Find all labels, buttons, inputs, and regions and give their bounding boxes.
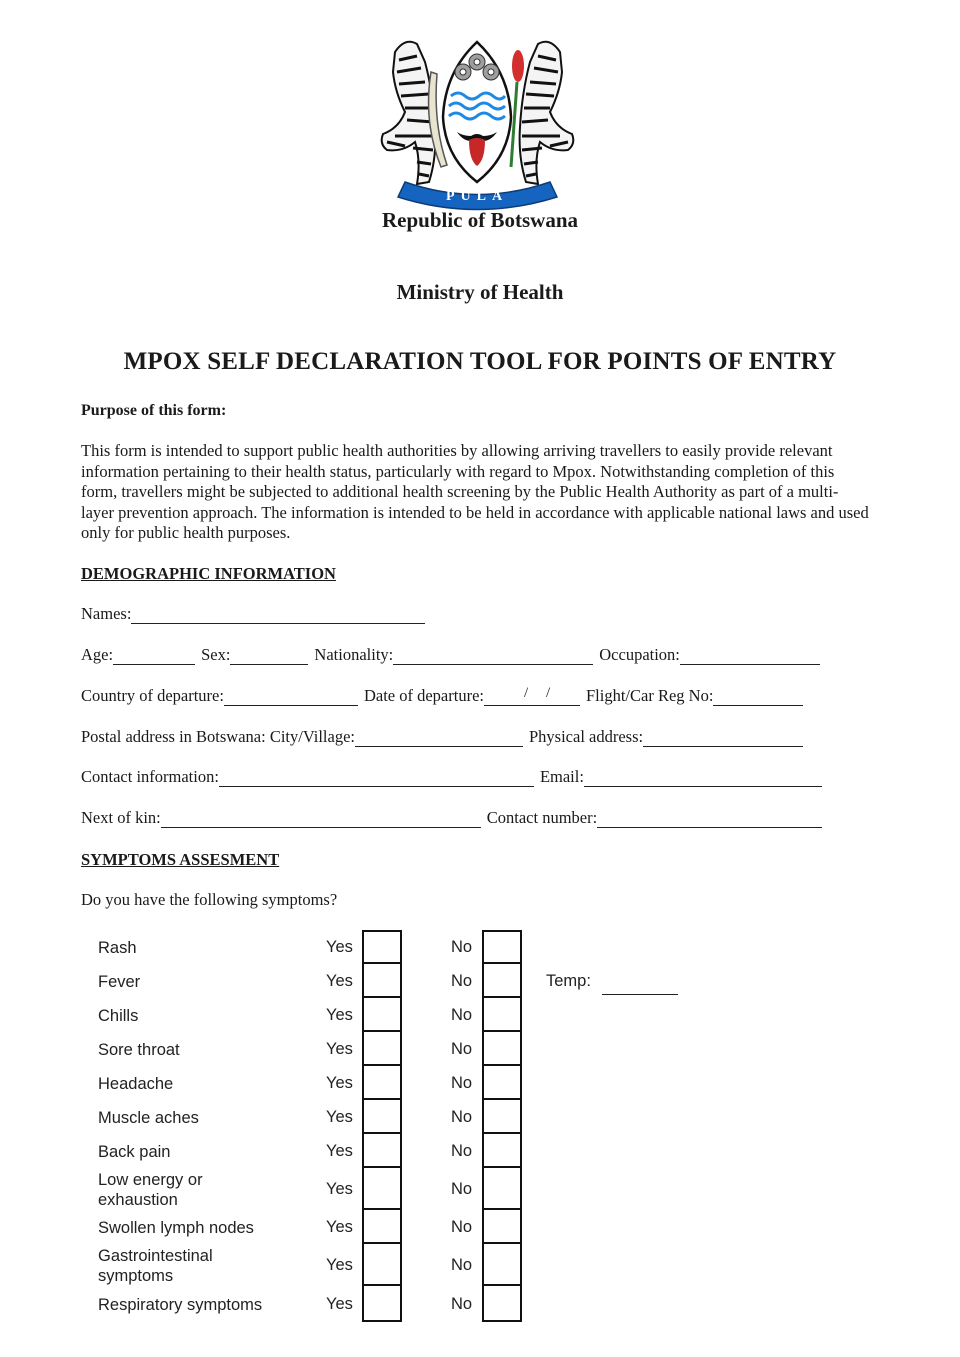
yes-label: Yes — [326, 1142, 353, 1160]
no-checkbox[interactable] — [482, 1166, 522, 1210]
nationality-label: Nationality: — [314, 645, 394, 664]
symptom-row — [80, 930, 700, 964]
date-separator: / — [524, 685, 529, 701]
symptom-row — [80, 1066, 700, 1100]
ministry-heading: Ministry of Health — [396, 280, 564, 304]
country-departure-label: Country of departure: — [81, 686, 224, 705]
next-of-kin-field[interactable] — [161, 811, 481, 828]
symptom-row — [80, 998, 700, 1032]
no-checkbox[interactable] — [482, 996, 522, 1032]
no-checkbox[interactable] — [482, 1132, 522, 1168]
yes-label: Yes — [326, 1006, 353, 1024]
right-zebra-icon — [520, 42, 574, 184]
symptom-name: Respiratory symptoms — [98, 1296, 263, 1314]
yes-label: Yes — [326, 1218, 353, 1236]
symptom-row — [80, 1244, 700, 1286]
page-title: MPOX SELF DECLARATION TOOL FOR POINTS OF ENTRY — [123, 348, 837, 375]
no-checkbox[interactable] — [482, 1208, 522, 1244]
postal-field[interactable] — [355, 730, 523, 747]
symptom-row — [80, 1032, 700, 1066]
contact-row — [81, 763, 841, 787]
contact-number-label: Contact number: — [486, 808, 598, 827]
yes-label: Yes — [326, 1256, 353, 1274]
yes-checkbox[interactable] — [362, 996, 402, 1032]
flight-label: Flight/Car Reg No: — [586, 686, 714, 705]
physical-label: Physical address: — [528, 727, 644, 746]
symptom-name: Chills — [98, 1007, 139, 1025]
left-zebra-icon — [382, 42, 436, 184]
symptom-name: Rash — [98, 939, 137, 957]
email-field[interactable] — [584, 770, 822, 787]
symptom-name: Muscle aches — [98, 1109, 199, 1127]
age-label: Age: — [81, 645, 114, 664]
age-row — [81, 641, 841, 665]
no-checkbox[interactable] — [482, 1030, 522, 1066]
yes-checkbox[interactable] — [362, 1064, 402, 1100]
svg-text:PULA: PULA — [445, 189, 509, 204]
yes-checkbox[interactable] — [362, 1284, 402, 1322]
email-label: Email: — [539, 767, 584, 786]
symptom-name: Fever — [98, 973, 141, 991]
demographic-heading: DEMOGRAPHIC INFORMATION — [81, 564, 336, 583]
yes-label: Yes — [326, 972, 353, 990]
yes-label: Yes — [326, 1040, 353, 1058]
symptom-row — [80, 1210, 700, 1244]
occupation-field[interactable] — [680, 648, 820, 665]
symptom-name: Sore throat — [98, 1041, 180, 1059]
sex-field[interactable] — [230, 648, 308, 665]
date-departure-field[interactable] — [484, 685, 580, 706]
coat-of-arms-logo — [365, 32, 590, 212]
symptom-name: Gastrointestinal symptoms — [98, 1247, 213, 1285]
no-label: No — [451, 1074, 473, 1092]
purpose-paragraph: This form is intended to support public health authorities by allowing arriving travellers to easily provide relevant information pertaining to their health status, particularly with regard to Mpox. Notwithstanding completion of this form, travellers might be subjected to additional health screening by the Public Health Authority as part of a multi-layer prevention approach. The information is intended to be held in accordance with applicable national laws and used only for public health purposes. — [81, 441, 869, 543]
names-label: Names: — [81, 604, 132, 623]
departure-row — [81, 682, 841, 706]
physical-field[interactable] — [643, 730, 803, 747]
nationality-field[interactable] — [393, 648, 593, 665]
symptom-name: Headache — [98, 1075, 174, 1093]
no-label: No — [451, 1142, 473, 1160]
yes-label: Yes — [326, 1108, 353, 1126]
contact-field[interactable] — [219, 770, 534, 787]
names-row — [81, 600, 841, 624]
symptoms-heading: SYMPTOMS ASSESMENT — [81, 850, 280, 869]
yes-label: Yes — [326, 1180, 353, 1198]
yes-label: Yes — [326, 1295, 353, 1313]
date-separator: / — [546, 685, 551, 701]
flight-field[interactable] — [713, 689, 803, 706]
symptom-name: Swollen lymph nodes — [98, 1219, 254, 1237]
symptom-row — [80, 964, 700, 998]
yes-checkbox[interactable] — [362, 962, 402, 998]
symptom-row — [80, 1286, 700, 1322]
no-label: No — [451, 1256, 473, 1274]
country-departure-field[interactable] — [224, 689, 358, 706]
date-departure-label: Date of departure: — [363, 686, 484, 705]
no-label: No — [451, 1108, 473, 1126]
no-checkbox[interactable] — [482, 1098, 522, 1134]
purpose-heading: Purpose of this form: — [81, 402, 227, 419]
no-checkbox[interactable] — [482, 930, 522, 964]
yes-checkbox[interactable] — [362, 930, 402, 964]
yes-checkbox[interactable] — [362, 1208, 402, 1244]
age-field[interactable] — [113, 648, 195, 665]
yes-checkbox[interactable] — [362, 1030, 402, 1066]
no-checkbox[interactable] — [482, 1064, 522, 1100]
kin-row — [81, 804, 841, 828]
yes-checkbox[interactable] — [362, 1166, 402, 1210]
contact-number-field[interactable] — [597, 811, 822, 828]
symptom-name: Back pain — [98, 1143, 171, 1161]
no-label: No — [451, 1295, 473, 1313]
no-checkbox[interactable] — [482, 1284, 522, 1322]
no-checkbox[interactable] — [482, 1242, 522, 1286]
symptom-row — [80, 1134, 700, 1168]
temp-field[interactable] — [602, 994, 678, 995]
republic-heading: Republic of Botswana — [381, 208, 579, 232]
yes-checkbox[interactable] — [362, 1242, 402, 1286]
no-label: No — [451, 972, 473, 990]
postal-label: Postal address in Botswana: City/Village: — [81, 727, 355, 746]
yes-label: Yes — [326, 1074, 353, 1092]
no-label: No — [451, 1218, 473, 1236]
no-label: No — [451, 1006, 473, 1024]
yes-label: Yes — [326, 938, 353, 956]
no-label: No — [451, 1040, 473, 1058]
yes-checkbox[interactable] — [362, 1132, 402, 1168]
motto-ribbon — [398, 182, 557, 210]
sex-label: Sex: — [201, 645, 231, 664]
no-label: No — [451, 1180, 473, 1198]
yes-checkbox[interactable] — [362, 1098, 402, 1134]
occupation-label: Occupation: — [599, 645, 680, 664]
names-field[interactable] — [131, 607, 425, 624]
symptom-row — [80, 1100, 700, 1134]
contact-label: Contact information: — [81, 767, 219, 786]
no-checkbox[interactable] — [482, 962, 522, 998]
temp-label: Temp: — [546, 972, 591, 990]
address-row — [81, 723, 841, 747]
symptom-name: Low energy or exhaustion — [98, 1171, 203, 1209]
no-label: No — [451, 938, 473, 956]
symptoms-question: Do you have the following symptoms? — [81, 890, 338, 909]
symptoms-table — [80, 930, 700, 1322]
symptom-row — [80, 1168, 700, 1210]
next-of-kin-label: Next of kin: — [81, 808, 161, 827]
